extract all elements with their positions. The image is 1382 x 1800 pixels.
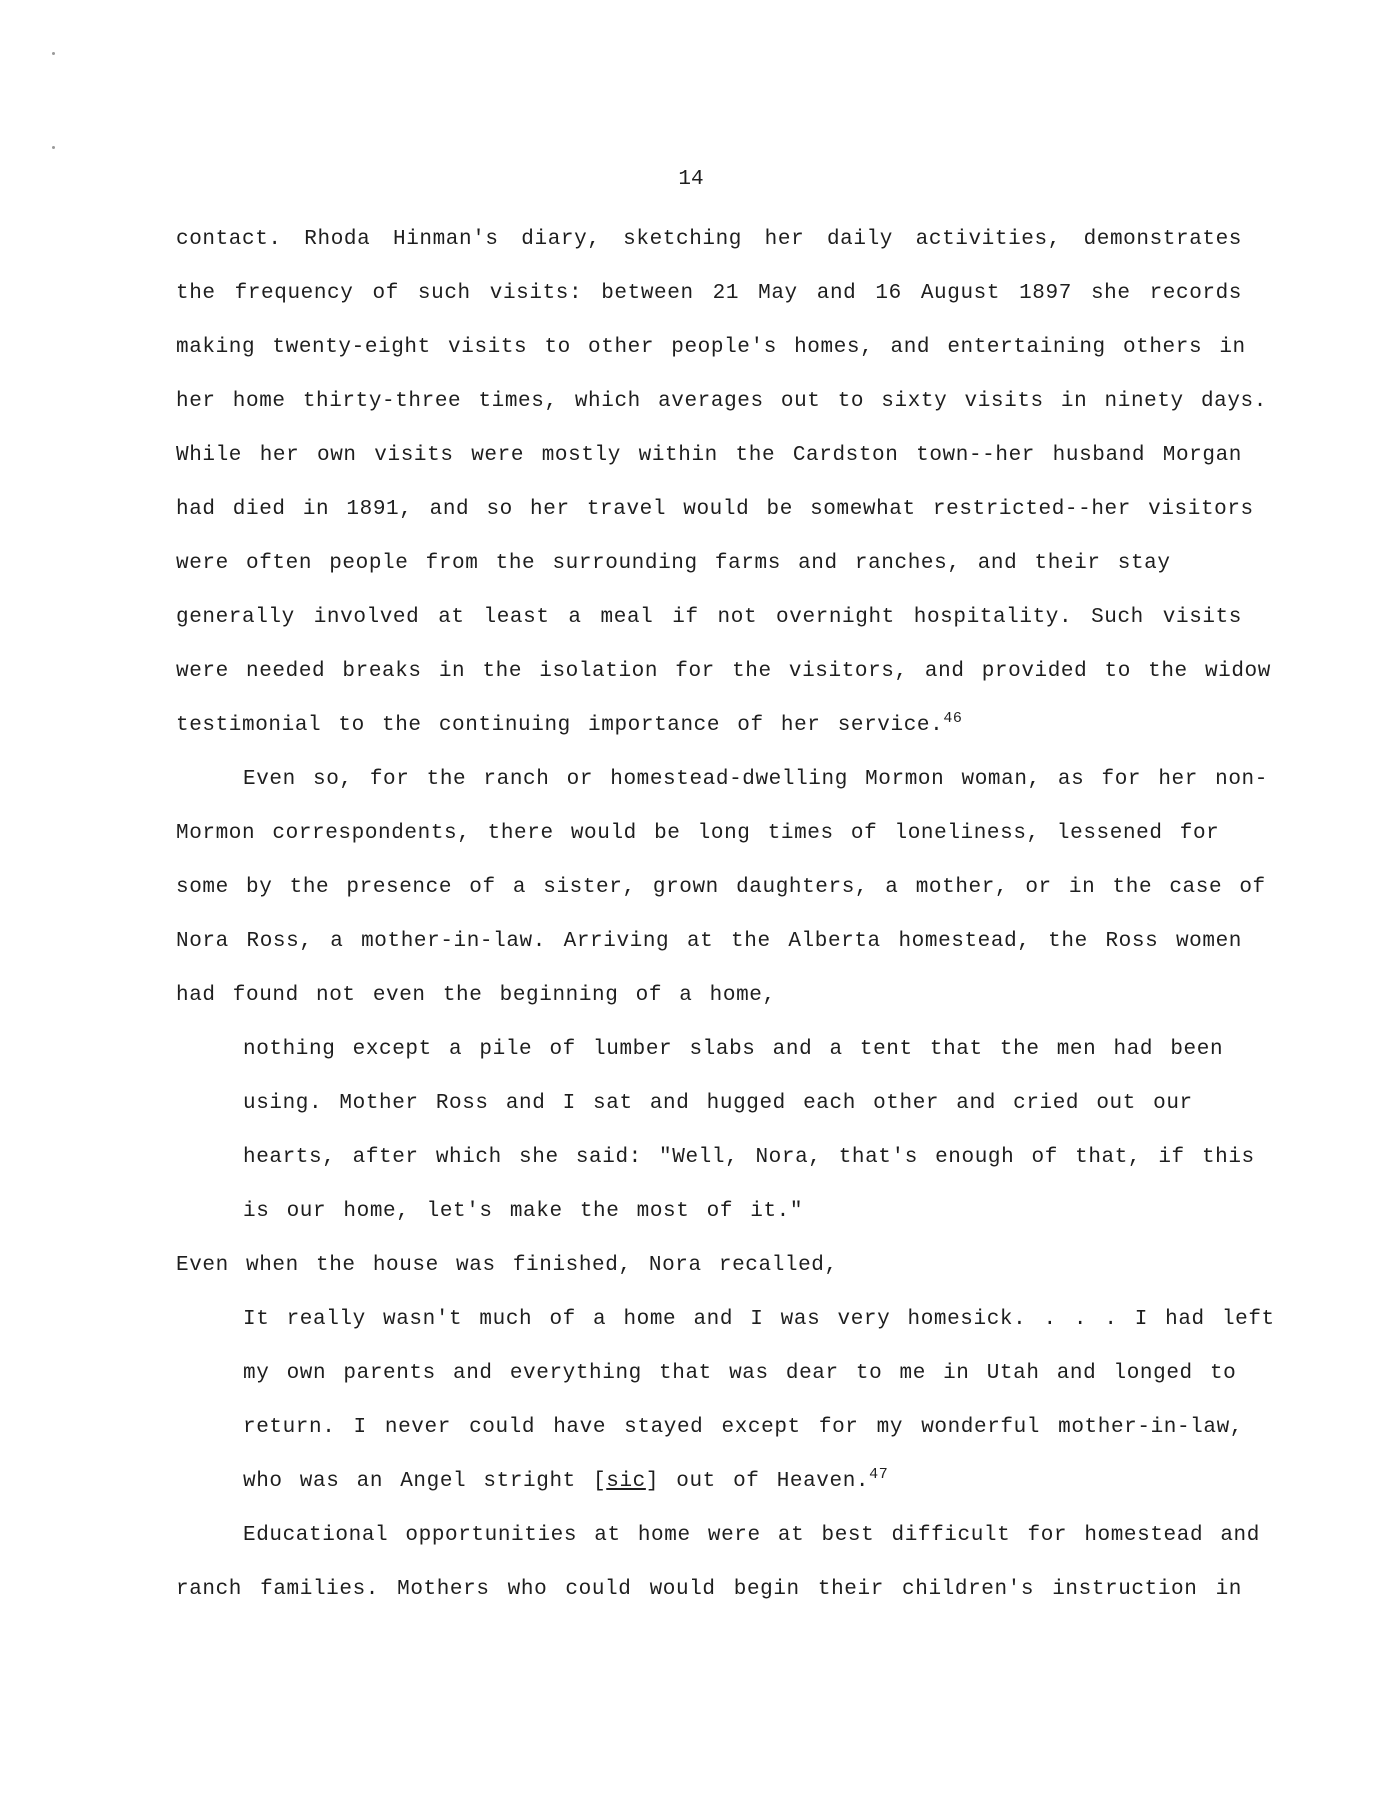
block-quote-line (243, 1468, 888, 1496)
block-quote-line: using. Mother Ross and I sat and hugged each other and cried out our (243, 1092, 1193, 1115)
text-line: were needed breaks in the isolation for the visitors, and provided to the widow (176, 660, 1271, 683)
text-line-content: testimonial to the continuing importance of her service. (176, 714, 944, 737)
paragraph-start-line: Educational opportunities at home were at best difficult for homestead and (243, 1524, 1260, 1547)
block-quote-line: nothing except a pile of lumber slabs and a tent that the men had been (243, 1038, 1224, 1061)
text-line: were often people from the surrounding farms and ranches, and their stay (176, 552, 1171, 575)
block-quote-line: It really wasn't much of a home and I was very homesick. . . . I had left (243, 1308, 1275, 1331)
block-quote-content: who was an Angel stright [ (243, 1470, 607, 1493)
footnote-marker: 47 (869, 1466, 889, 1483)
block-quote-line: is our home, let's make the most of it." (243, 1200, 804, 1223)
scan-speck (52, 52, 55, 55)
block-quote-line: return. I never could have stayed except for my wonderful mother-in-law, (243, 1416, 1243, 1439)
scan-speck (52, 146, 55, 149)
text-line: her home thirty-three times, which averages out to sixty visits in ninety days. (176, 390, 1267, 413)
text-line: the frequency of such visits: between 21 May and 16 August 1897 she records (176, 282, 1242, 305)
sic-annotation: sic (606, 1470, 646, 1493)
block-quote-content: ] out of Heaven. (645, 1470, 870, 1493)
text-line: Mormon correspondents, there would be long times of loneliness, lessened for (176, 822, 1220, 845)
text-line: some by the presence of a sister, grown daughters, a mother, or in the case of (176, 876, 1266, 899)
page-number: 14 (678, 168, 704, 191)
text-line: While her own visits were mostly within the Cardston town--her husband Morgan (176, 444, 1242, 467)
text-line: Even when the house was finished, Nora recalled, (176, 1254, 838, 1277)
block-quote-line: my own parents and everything that was dear to me in Utah and longed to (243, 1362, 1237, 1385)
text-line: had died in 1891, and so her travel would be somewhat restricted--her visitors (176, 498, 1254, 521)
block-quote-line: hearts, after which she said: "Well, Nora, that's enough of that, if this (243, 1146, 1255, 1169)
footnote-marker: 46 (943, 710, 963, 727)
text-line: contact. Rhoda Hinman's diary, sketching her daily activities, demonstrates (176, 228, 1242, 251)
text-line (176, 712, 963, 740)
text-line: Nora Ross, a mother-in-law. Arriving at the Alberta homestead, the Ross women (176, 930, 1242, 953)
text-line: ranch families. Mothers who could would begin their children's instruction in (176, 1578, 1242, 1601)
text-line: generally involved at least a meal if not overnight hospitality. Such visits (176, 606, 1242, 629)
text-line: making twenty-eight visits to other people's homes, and entertaining others in (176, 336, 1246, 359)
paragraph-start-line: Even so, for the ranch or homestead-dwelling Mormon woman, as for her non- (243, 768, 1268, 791)
text-line: had found not even the beginning of a home, (176, 984, 776, 1007)
